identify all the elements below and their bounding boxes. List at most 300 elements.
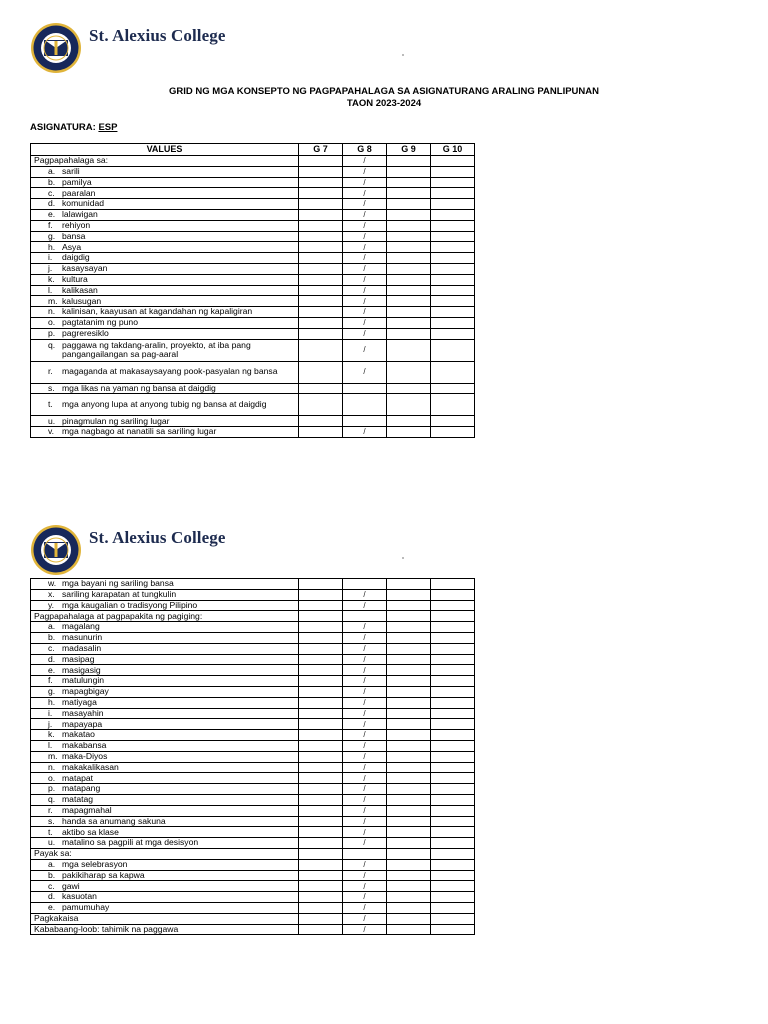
college-seal-logo <box>30 22 82 74</box>
values-grid-page-2 <box>30 578 475 935</box>
table-row <box>31 870 475 881</box>
item-letter: a. <box>48 166 56 176</box>
mark-cell-g10 <box>431 263 475 274</box>
table-row <box>31 794 475 805</box>
mark-cell-g10 <box>431 285 475 296</box>
mark-cell-g9 <box>387 589 431 600</box>
mark-cell-g8: / <box>343 881 387 892</box>
document-title <box>0 86 768 110</box>
mark-cell-g10 <box>431 676 475 687</box>
mark-cell-g7 <box>299 339 343 361</box>
table-row <box>31 881 475 892</box>
mark-cell-g7 <box>299 730 343 741</box>
table-row <box>31 339 475 361</box>
mark-cell-g7 <box>299 773 343 784</box>
table-row <box>31 263 475 274</box>
item-label: matatag <box>62 794 94 805</box>
mark-cell-g8: / <box>343 199 387 210</box>
mark-cell-g10 <box>431 361 475 383</box>
table-row <box>31 784 475 795</box>
mark-cell-g9 <box>387 838 431 849</box>
mark-cell-g8: / <box>343 805 387 816</box>
item-label: mga selebrasyon <box>62 859 128 869</box>
value-cell <box>31 242 299 253</box>
item-label: mga bayani ng sariling bansa <box>62 578 174 589</box>
value-cell <box>31 317 299 328</box>
mark-cell-g9 <box>387 708 431 719</box>
mark-cell-g9 <box>387 156 431 167</box>
item-letter: b. <box>48 870 56 880</box>
table-row <box>31 730 475 741</box>
table-row <box>31 892 475 903</box>
value-cell <box>31 654 299 665</box>
scan-speck-page-2 <box>402 557 404 559</box>
table-row <box>31 611 475 622</box>
item-label: masunurin <box>62 632 103 643</box>
value-cell <box>31 816 299 827</box>
table-row <box>31 740 475 751</box>
mark-cell-g9 <box>387 600 431 611</box>
item-label: sariling karapatan at tungkulin <box>62 589 177 599</box>
table-row <box>31 199 475 210</box>
table-row <box>31 643 475 654</box>
mark-cell-g10 <box>431 805 475 816</box>
value-cell <box>31 751 299 762</box>
mark-cell-g9 <box>387 394 431 416</box>
mark-cell-g10 <box>431 156 475 167</box>
item-label: pamilya <box>62 177 92 187</box>
item-letter: b. <box>48 177 56 187</box>
value-cell <box>31 838 299 849</box>
mark-cell-g9 <box>387 870 431 881</box>
item-label: mga anyong lupa at anyong tubig ng bansa at daigdig <box>62 399 267 410</box>
mark-cell-g9 <box>387 892 431 903</box>
mark-cell-g7 <box>299 166 343 177</box>
mark-cell-g10 <box>431 394 475 416</box>
item-letter: t. <box>48 399 53 410</box>
mark-cell-g7 <box>299 805 343 816</box>
value-cell <box>31 686 299 697</box>
mark-cell-g9 <box>387 719 431 730</box>
item-label: matulungin <box>62 675 105 686</box>
mark-cell-g8: / <box>343 913 387 924</box>
value-cell <box>31 600 299 611</box>
mark-cell-g9 <box>387 579 431 590</box>
item-label: gawi <box>62 880 80 891</box>
item-letter: f. <box>48 675 53 686</box>
item-label: mapayapa <box>62 718 103 729</box>
item-letter: v. <box>48 426 55 437</box>
table-row <box>31 686 475 697</box>
table-row <box>31 708 475 719</box>
value-cell <box>31 427 299 438</box>
item-letter: s. <box>48 816 55 826</box>
value-cell <box>31 296 299 307</box>
mark-cell-g9 <box>387 827 431 838</box>
mark-cell-g7 <box>299 427 343 438</box>
mark-cell-g9 <box>387 296 431 307</box>
mark-cell-g10 <box>431 253 475 264</box>
mark-cell-g7 <box>299 220 343 231</box>
value-cell <box>31 870 299 881</box>
mark-cell-g7 <box>299 328 343 339</box>
item-label: aktibo sa klase <box>62 826 119 837</box>
value-cell <box>31 924 299 935</box>
mark-cell-g9 <box>387 654 431 665</box>
mark-cell-g10 <box>431 762 475 773</box>
value-cell <box>31 188 299 199</box>
item-label: masigasig <box>62 664 101 675</box>
mark-cell-g8: / <box>343 643 387 654</box>
mark-cell-g7 <box>299 719 343 730</box>
value-cell <box>31 730 299 741</box>
value-cell <box>31 263 299 274</box>
subject-value: ESP <box>98 122 118 133</box>
mark-cell-g7 <box>299 199 343 210</box>
mark-cell-g10 <box>431 827 475 838</box>
college-seal-logo-page-2 <box>30 524 82 576</box>
table-row <box>31 242 475 253</box>
table-row <box>31 665 475 676</box>
mark-cell-g7 <box>299 611 343 622</box>
table-row <box>31 719 475 730</box>
mark-cell-g10 <box>431 427 475 438</box>
mark-cell-g7 <box>299 285 343 296</box>
item-label: lalawigan <box>62 209 98 220</box>
mark-cell-g7 <box>299 317 343 328</box>
mark-cell-g7 <box>299 740 343 751</box>
mark-cell-g9 <box>387 307 431 318</box>
mark-cell-g8: / <box>343 274 387 285</box>
mark-cell-g7 <box>299 902 343 913</box>
section-label: Kababaang-loob: tahimik na paggawa <box>34 924 179 934</box>
value-cell <box>31 902 299 913</box>
table-row <box>31 394 475 416</box>
mark-cell-g9 <box>387 383 431 394</box>
value-cell <box>31 762 299 773</box>
mark-cell-g8: / <box>343 177 387 188</box>
mark-cell-g10 <box>431 199 475 210</box>
item-label: masayahin <box>62 708 104 718</box>
mark-cell-g10 <box>431 913 475 924</box>
mark-cell-g10 <box>431 231 475 242</box>
subject-line <box>30 122 117 133</box>
mark-cell-g10 <box>431 708 475 719</box>
item-letter: i. <box>48 252 53 263</box>
item-label: madasalin <box>62 643 102 653</box>
mark-cell-g8: / <box>343 892 387 903</box>
mark-cell-g9 <box>387 263 431 274</box>
mark-cell-g7 <box>299 870 343 881</box>
item-label: pinagmulan ng sariling lugar <box>62 415 170 426</box>
mark-cell-g9 <box>387 632 431 643</box>
mark-cell-g7 <box>299 827 343 838</box>
mark-cell-g7 <box>299 816 343 827</box>
value-cell <box>31 881 299 892</box>
mark-cell-g9 <box>387 220 431 231</box>
item-label: daigdig <box>62 252 90 263</box>
mark-cell-g8: / <box>343 784 387 795</box>
col-header-g7: G 7 <box>299 144 343 156</box>
mark-cell-g10 <box>431 719 475 730</box>
mark-cell-g8: / <box>343 730 387 741</box>
mark-cell-g7 <box>299 296 343 307</box>
item-letter: r. <box>48 366 53 377</box>
item-letter: q. <box>48 339 56 350</box>
mark-cell-g7 <box>299 654 343 665</box>
table-row <box>31 848 475 859</box>
value-cell <box>31 697 299 708</box>
item-letter: w. <box>48 578 57 589</box>
mark-cell-g9 <box>387 924 431 935</box>
table-row <box>31 361 475 383</box>
item-letter: d. <box>48 654 56 664</box>
item-label: paaralan <box>62 187 96 198</box>
mark-cell-g9 <box>387 784 431 795</box>
mark-cell-g9 <box>387 199 431 210</box>
mark-cell-g10 <box>431 643 475 654</box>
item-letter: o. <box>48 317 56 328</box>
title-line-1: GRID NG MGA KONSEPTO NG PAGPAPAHALAGA SA ASIGNATURANG ARALING PANLIPUNAN <box>169 86 599 97</box>
item-label: handa sa anumang sakuna <box>62 816 166 826</box>
mark-cell-g9 <box>387 816 431 827</box>
col-header-g10: G 10 <box>431 144 475 156</box>
mark-cell-g10 <box>431 740 475 751</box>
table-row <box>31 816 475 827</box>
item-letter: l. <box>48 285 53 295</box>
table-row <box>31 416 475 427</box>
item-letter: e. <box>48 209 56 220</box>
table-row <box>31 427 475 438</box>
item-letter: g. <box>48 231 56 241</box>
item-letter: b. <box>48 632 56 643</box>
mark-cell-g8: / <box>343 665 387 676</box>
item-label: mga kaugalian o tradisyong Pilipino <box>62 600 198 610</box>
value-cell <box>31 579 299 590</box>
item-letter: y. <box>48 600 55 610</box>
table-row <box>31 622 475 633</box>
mark-cell-g7 <box>299 881 343 892</box>
mark-cell-g8: / <box>343 697 387 708</box>
table-row <box>31 579 475 590</box>
mark-cell-g10 <box>431 794 475 805</box>
item-label: makakalikasan <box>62 762 119 772</box>
mark-cell-g9 <box>387 285 431 296</box>
mark-cell-g7 <box>299 762 343 773</box>
mark-cell-g8: / <box>343 794 387 805</box>
table-row <box>31 285 475 296</box>
mark-cell-g8: / <box>343 773 387 784</box>
item-label: pamumuhay <box>62 902 110 913</box>
item-letter: f. <box>48 220 53 230</box>
item-label: magaganda at makasaysayang pook-pasyalan ng bansa <box>62 366 278 377</box>
mark-cell-g7 <box>299 892 343 903</box>
mark-cell-g10 <box>431 611 475 622</box>
mark-cell-g10 <box>431 838 475 849</box>
value-cell <box>31 805 299 816</box>
section-label: Pagpapahalaga sa: <box>34 155 109 166</box>
title-line-2: TAON 2023-2024 <box>346 98 422 109</box>
table-row <box>31 827 475 838</box>
value-cell <box>31 676 299 687</box>
mark-cell-g10 <box>431 317 475 328</box>
mark-cell-g8: / <box>343 242 387 253</box>
mark-cell-g9 <box>387 177 431 188</box>
table-row <box>31 654 475 665</box>
mark-cell-g7 <box>299 859 343 870</box>
table-row <box>31 253 475 264</box>
mark-cell-g10 <box>431 816 475 827</box>
value-cell <box>31 307 299 318</box>
mark-cell-g10 <box>431 686 475 697</box>
value-cell <box>31 274 299 285</box>
item-label: Asya <box>62 241 82 252</box>
mark-cell-g7 <box>299 848 343 859</box>
item-label: makatao <box>62 729 95 740</box>
value-cell <box>31 177 299 188</box>
subject-label: ASIGNATURA: <box>30 122 96 133</box>
mark-cell-g9 <box>387 253 431 264</box>
value-cell <box>31 740 299 751</box>
item-letter: e. <box>48 902 56 913</box>
mark-cell-g7 <box>299 794 343 805</box>
item-letter: d. <box>48 198 56 209</box>
mark-cell-g7 <box>299 924 343 935</box>
table-row <box>31 317 475 328</box>
mark-cell-g8: / <box>343 827 387 838</box>
table-row <box>31 600 475 611</box>
mark-cell-g8: / <box>343 719 387 730</box>
mark-cell-g8: / <box>343 361 387 383</box>
table-row <box>31 913 475 924</box>
mark-cell-g9 <box>387 231 431 242</box>
item-label: mga nagbago at nanatili sa sariling lugar <box>62 426 217 437</box>
item-label: paggawa ng takdang-aralin, proyekto, at iba pang pangangailangan sa pag-aaral <box>62 339 251 360</box>
col-header-g8: G 8 <box>343 144 387 156</box>
item-letter: t. <box>48 826 53 837</box>
item-letter: q. <box>48 794 56 805</box>
mark-cell-g8: / <box>343 654 387 665</box>
mark-cell-g7 <box>299 416 343 427</box>
mark-cell-g9 <box>387 611 431 622</box>
value-cell <box>31 339 299 361</box>
table-row <box>31 859 475 870</box>
mark-cell-g7 <box>299 589 343 600</box>
value-cell <box>31 589 299 600</box>
mark-cell-g8: / <box>343 589 387 600</box>
item-label: kalinisan, kaayusan at kagandahan ng kapaligiran <box>62 306 253 317</box>
item-letter: d. <box>48 891 56 902</box>
mark-cell-g9 <box>387 676 431 687</box>
mark-cell-g8 <box>343 383 387 394</box>
value-cell <box>31 632 299 643</box>
college-name-page-2: St. Alexius College <box>89 528 226 547</box>
mark-cell-g9 <box>387 859 431 870</box>
table-row <box>31 697 475 708</box>
item-letter: s. <box>48 383 55 393</box>
mark-cell-g7 <box>299 838 343 849</box>
value-cell <box>31 253 299 264</box>
mark-cell-g9 <box>387 740 431 751</box>
mark-cell-g7 <box>299 665 343 676</box>
mark-cell-g10 <box>431 209 475 220</box>
item-label: kalikasan <box>62 285 98 295</box>
value-cell <box>31 328 299 339</box>
value-cell <box>31 719 299 730</box>
item-label: kasaysayan <box>62 263 108 274</box>
mark-cell-g8: / <box>343 188 387 199</box>
mark-cell-g7 <box>299 209 343 220</box>
value-cell <box>31 827 299 838</box>
mark-cell-g10 <box>431 665 475 676</box>
table-row <box>31 838 475 849</box>
mark-cell-g7 <box>299 708 343 719</box>
mark-cell-g8: / <box>343 708 387 719</box>
value-cell <box>31 209 299 220</box>
mark-cell-g7 <box>299 751 343 762</box>
value-cell <box>31 784 299 795</box>
value-cell <box>31 913 299 924</box>
item-letter: a. <box>48 859 56 869</box>
table-header-row <box>31 144 475 156</box>
mark-cell-g9 <box>387 274 431 285</box>
table-row <box>31 805 475 816</box>
mark-cell-g7 <box>299 394 343 416</box>
mark-cell-g7 <box>299 253 343 264</box>
section-label: Pagpapahalaga at pagpapakita ng pagiging: <box>34 610 203 621</box>
item-letter: e. <box>48 664 56 675</box>
item-label: maka-Diyos <box>62 751 108 761</box>
value-cell <box>31 665 299 676</box>
item-label: matapat <box>62 772 94 783</box>
mark-cell-g8: / <box>343 253 387 264</box>
mark-cell-g9 <box>387 622 431 633</box>
mark-cell-g8: / <box>343 762 387 773</box>
mark-cell-g7 <box>299 913 343 924</box>
mark-cell-g9 <box>387 902 431 913</box>
value-cell <box>31 285 299 296</box>
mark-cell-g10 <box>431 622 475 633</box>
mark-cell-g8: / <box>343 285 387 296</box>
section-label: Payak sa: <box>34 848 72 859</box>
item-letter: p. <box>48 328 56 338</box>
mark-cell-g8: / <box>343 632 387 643</box>
mark-cell-g10 <box>431 220 475 231</box>
mark-cell-g8: / <box>343 231 387 242</box>
value-cell <box>31 394 299 416</box>
table-row <box>31 383 475 394</box>
mark-cell-g9 <box>387 881 431 892</box>
mark-cell-g9 <box>387 361 431 383</box>
mark-cell-g10 <box>431 188 475 199</box>
mark-cell-g7 <box>299 632 343 643</box>
item-letter: u. <box>48 415 56 426</box>
mark-cell-g8: / <box>343 263 387 274</box>
value-cell <box>31 794 299 805</box>
mark-cell-g7 <box>299 686 343 697</box>
item-label: kultura <box>62 274 88 284</box>
value-cell <box>31 231 299 242</box>
item-letter: j. <box>48 263 53 274</box>
item-letter: h. <box>48 241 56 252</box>
mark-cell-g10 <box>431 600 475 611</box>
mark-cell-g9 <box>387 805 431 816</box>
item-label: matalino sa pagpili at mga desisyon <box>62 837 199 848</box>
mark-cell-g8: / <box>343 838 387 849</box>
item-label: sarili <box>62 166 80 176</box>
mark-cell-g8 <box>343 394 387 416</box>
item-letter: i. <box>48 708 53 718</box>
